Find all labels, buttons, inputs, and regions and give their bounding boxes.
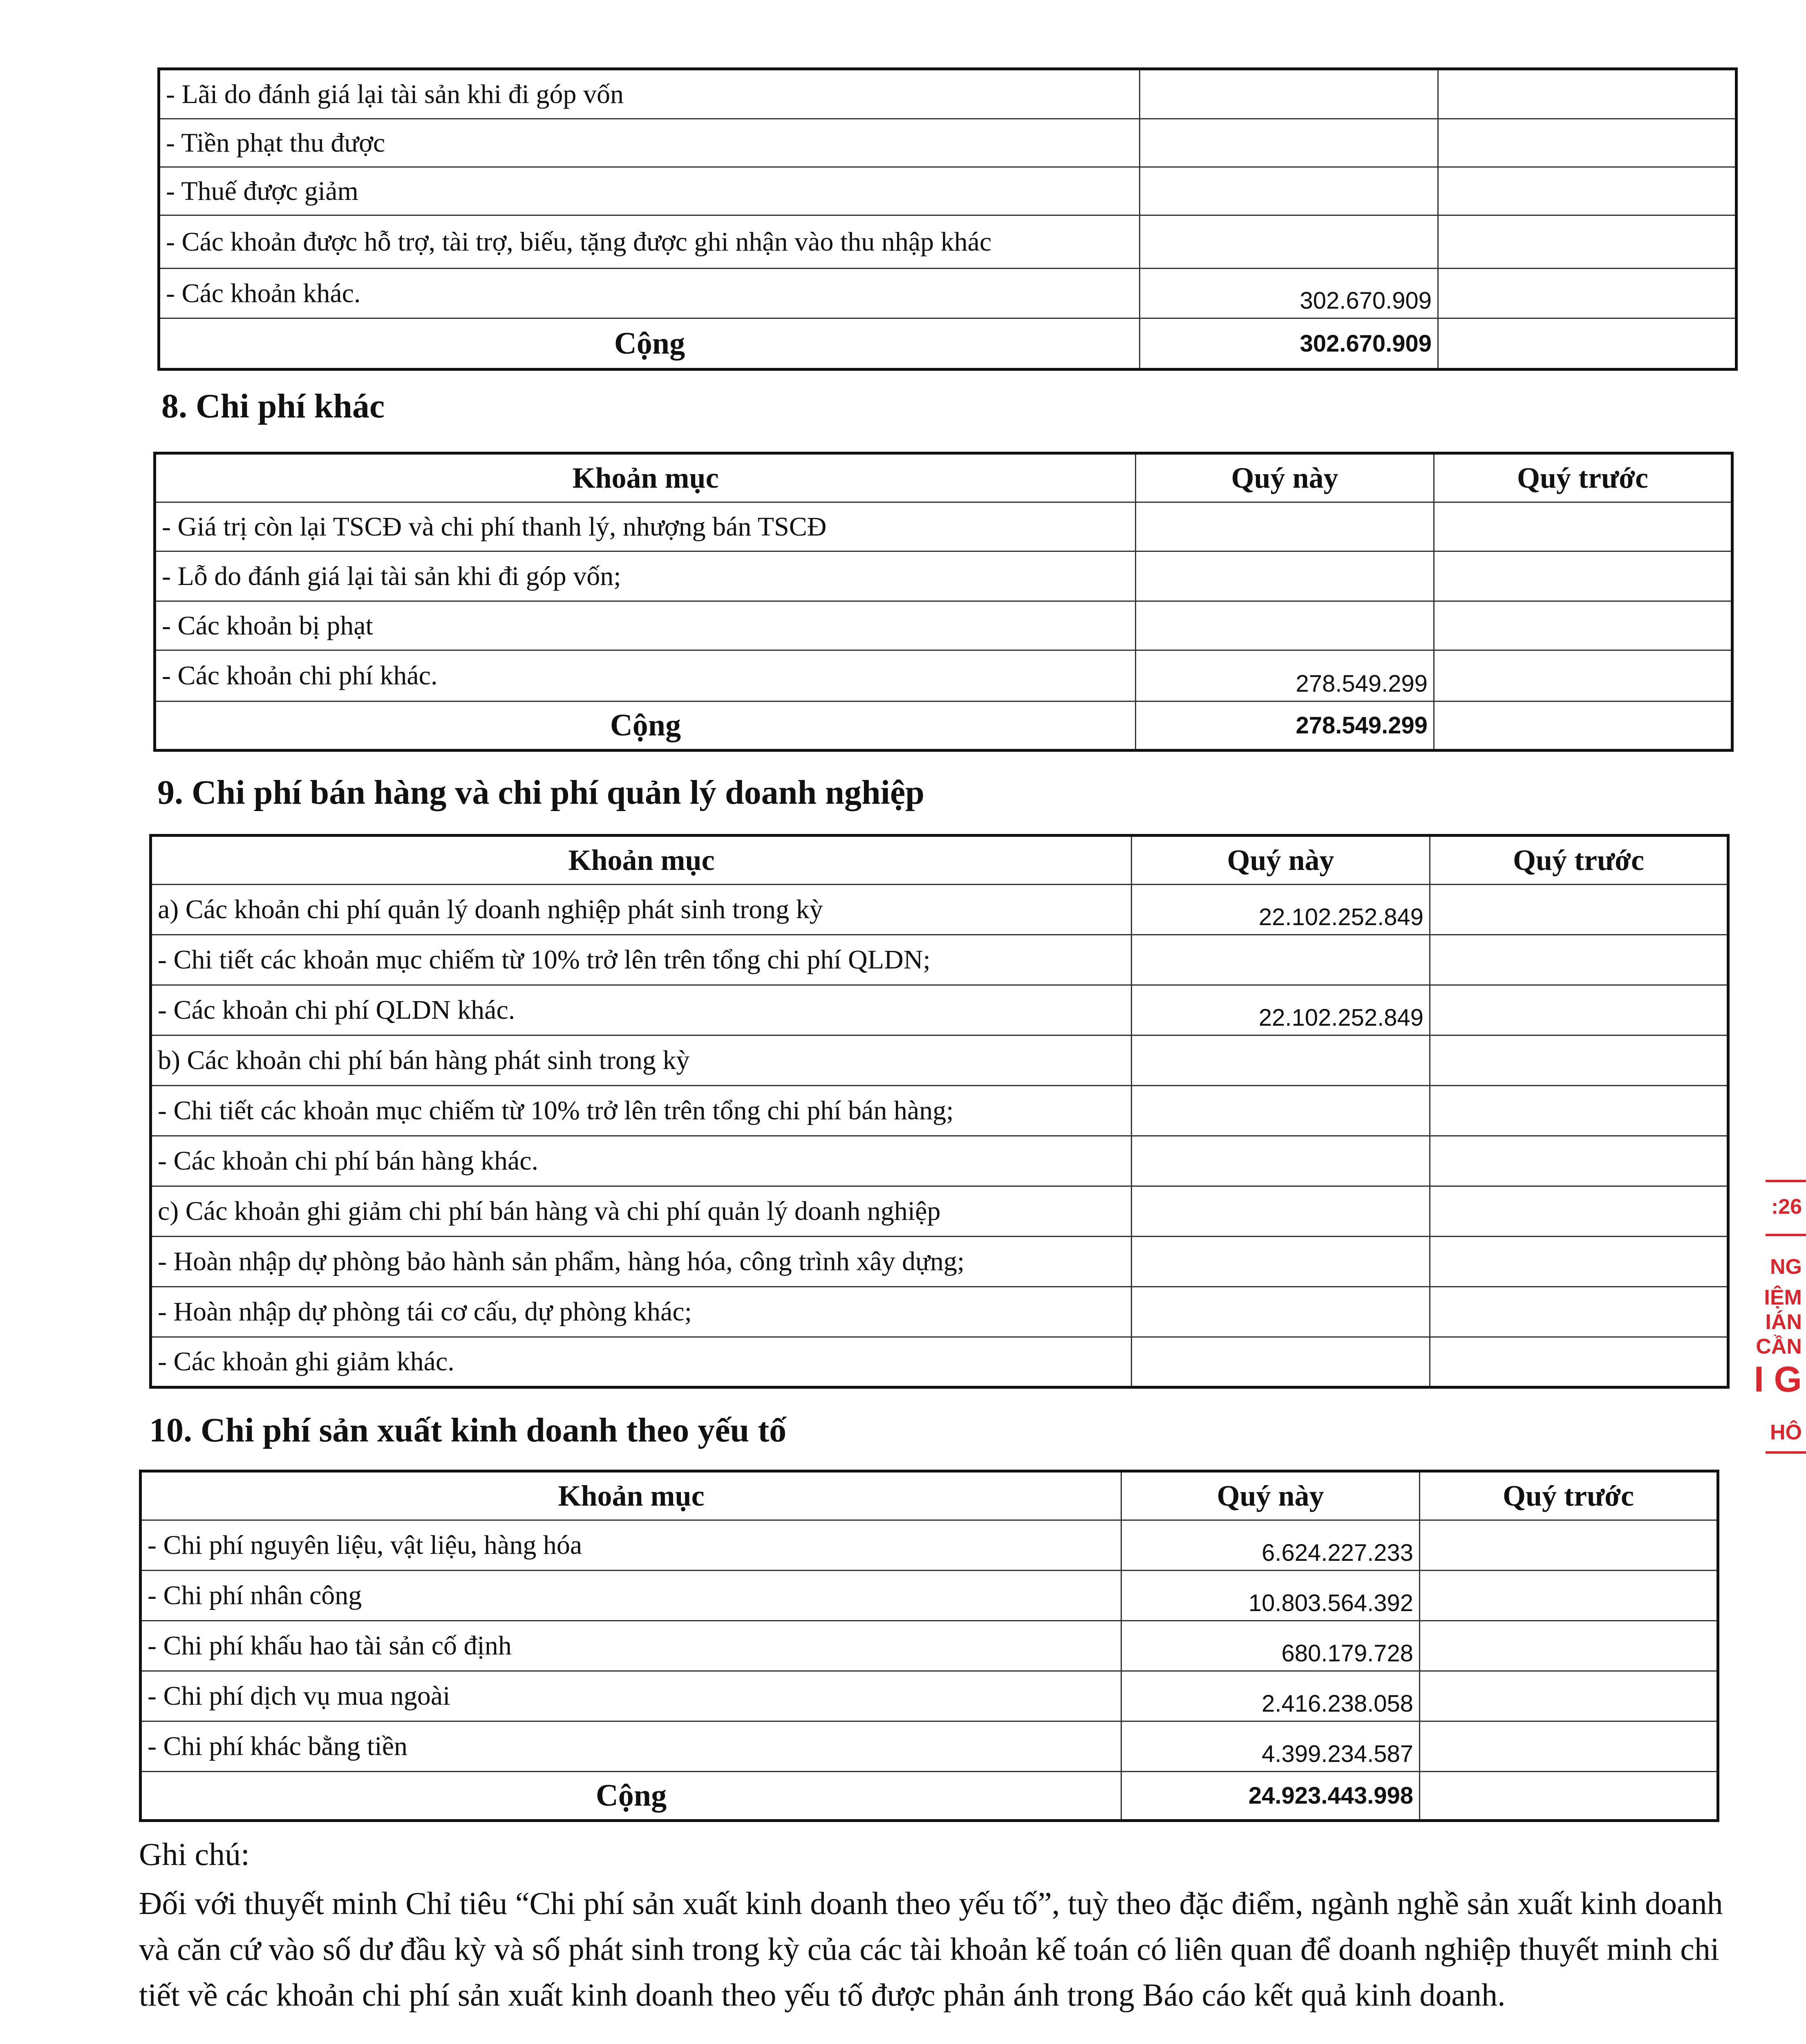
section-10-title: 10. Chi phí sản xuất kinh doanh theo yếu tố: [149, 1411, 787, 1449]
notes-heading: Ghi chú:: [139, 1836, 250, 1872]
table-row: [159, 215, 1737, 269]
current-quarter-value: [1140, 167, 1438, 215]
column-header-previous-quarter: Quý trước: [1434, 453, 1732, 502]
current-quarter-value: [1140, 215, 1438, 269]
previous-quarter-value: [1430, 1035, 1728, 1086]
current-quarter-value: [1132, 1035, 1430, 1086]
previous-quarter-value: [1438, 119, 1737, 167]
other-expenses-table: [153, 452, 1734, 752]
seal-text: :26: [1771, 1195, 1802, 1219]
current-quarter-value: [1132, 1086, 1430, 1136]
section-9-title: 9. Chi phí bán hàng và chi phí quản lý doanh nghiệp: [157, 773, 924, 811]
header-row: [141, 1471, 1718, 1520]
previous-quarter-value: [1438, 69, 1737, 119]
row-label: a) Các khoản chi phí quản lý doanh nghiệp phát sinh trong kỳ: [151, 885, 1132, 935]
row-label: - Các khoản chi phí khác.: [155, 650, 1136, 702]
column-header-item: Khoản mục: [141, 1471, 1121, 1520]
current-quarter-value: 22.102.252.849: [1132, 885, 1430, 935]
table-row: [151, 1337, 1728, 1387]
row-label: - Lãi do đánh giá lại tài sản khi đi góp vốn: [159, 69, 1140, 119]
previous-quarter-value: [1420, 1520, 1718, 1571]
row-label: - Các khoản được hỗ trợ, tài trợ, biếu, tặng được ghi nhận vào thu nhập khác: [159, 215, 1140, 269]
table-row: [151, 1035, 1728, 1086]
total-label: Cộng: [159, 318, 1140, 370]
table-row: [159, 167, 1737, 215]
table-row: [151, 985, 1728, 1035]
table-row: [151, 1086, 1728, 1136]
notes-paragraph: Đối với thuyết minh Chỉ tiêu “Chi phí sản xuất kinh doanh theo yếu tố”, tuỳ theo đặc điểm, ngành nghề sản xuất kinh doanh và căn cứ vào số dư đầu kỳ và số phát sinh trong kỳ của các tài khoản kế toán có liên quan để doanh nghiệp thuyết minh chi tiết về các khoản chi phí sản xuất kinh doanh theo yếu tố được phản ánh trong Báo cáo kết quả kinh doanh.: [139, 1885, 1723, 2013]
row-label: - Chi phí khác bằng tiền: [141, 1721, 1121, 1772]
total-current-value: 24.923.443.998: [1121, 1772, 1420, 1821]
previous-quarter-value: [1430, 1136, 1728, 1186]
table-row: [155, 502, 1732, 551]
table-row: [159, 119, 1737, 167]
current-quarter-value: [1132, 1287, 1430, 1337]
row-label: - Chi tiết các khoản mục chiếm từ 10% trở lên trên tổng chi phí QLDN;: [151, 935, 1132, 985]
table-row: [159, 69, 1737, 119]
row-label: - Chi phí nhân công: [141, 1571, 1121, 1621]
current-quarter-value: [1132, 1136, 1430, 1186]
table-row: [155, 650, 1732, 702]
row-label: c) Các khoản ghi giảm chi phí bán hàng và chi phí quản lý doanh nghiệp: [151, 1186, 1132, 1237]
company-seal-fragment: [1753, 1177, 1806, 1496]
column-header-item: Khoản mục: [151, 836, 1132, 885]
previous-quarter-value: [1438, 167, 1737, 215]
previous-quarter-value: [1430, 935, 1728, 985]
table-row: [151, 1136, 1728, 1186]
current-quarter-value: [1132, 1186, 1430, 1237]
table-row: [141, 1721, 1718, 1772]
table-row: [151, 885, 1728, 935]
column-header-current-quarter: Quý này: [1132, 836, 1430, 885]
current-quarter-value: [1140, 119, 1438, 167]
row-label: - Tiền phạt thu được: [159, 119, 1140, 167]
seal-text: IÁN: [1765, 1310, 1802, 1334]
current-quarter-value: [1132, 1337, 1430, 1387]
current-quarter-value: [1136, 551, 1434, 601]
previous-quarter-value: [1430, 1287, 1728, 1337]
row-label: - Hoàn nhập dự phòng tái cơ cấu, dự phòng khác;: [151, 1287, 1132, 1337]
previous-quarter-value: [1420, 1621, 1718, 1671]
total-previous-value: [1420, 1772, 1718, 1821]
previous-quarter-value: [1438, 269, 1737, 318]
row-label: - Lỗ do đánh giá lại tài sản khi đi góp vốn;: [155, 551, 1136, 601]
row-label: - Giá trị còn lại TSCĐ và chi phí thanh lý, nhượng bán TSCĐ: [155, 502, 1136, 551]
previous-quarter-value: [1430, 1337, 1728, 1387]
table-row: [141, 1520, 1718, 1571]
table-row: [151, 1237, 1728, 1287]
header-row: [155, 453, 1732, 502]
table-row: [141, 1571, 1718, 1621]
previous-quarter-value: [1434, 650, 1732, 702]
row-label: b) Các khoản chi phí bán hàng phát sinh trong kỳ: [151, 1035, 1132, 1086]
seal-text: CẦN: [1756, 1335, 1802, 1358]
row-label: - Các khoản bị phạt: [155, 601, 1136, 650]
total-previous-value: [1438, 318, 1737, 370]
column-header-current-quarter: Quý này: [1121, 1471, 1420, 1520]
current-quarter-value: 278.549.299: [1136, 650, 1434, 702]
total-label: Cộng: [141, 1772, 1121, 1821]
current-quarter-value: 680.179.728: [1121, 1621, 1420, 1671]
current-quarter-value: [1136, 502, 1434, 551]
current-quarter-value: [1140, 69, 1438, 119]
previous-quarter-value: [1430, 1086, 1728, 1136]
previous-quarter-value: [1420, 1671, 1718, 1721]
row-label: - Chi tiết các khoản mục chiếm từ 10% trở lên trên tổng chi phí bán hàng;: [151, 1086, 1132, 1136]
previous-quarter-value: [1430, 1186, 1728, 1237]
current-quarter-value: 302.670.909: [1140, 269, 1438, 318]
total-row: [155, 702, 1732, 751]
previous-quarter-value: [1434, 601, 1732, 650]
column-header-previous-quarter: Quý trước: [1420, 1471, 1718, 1520]
previous-quarter-value: [1430, 1237, 1728, 1287]
column-header-previous-quarter: Quý trước: [1430, 836, 1728, 885]
current-quarter-value: [1132, 935, 1430, 985]
previous-quarter-value: [1434, 502, 1732, 551]
row-label: - Chi phí nguyên liệu, vật liệu, hàng hóa: [141, 1520, 1121, 1571]
row-label: - Các khoản chi phí QLDN khác.: [151, 985, 1132, 1035]
seal-text: HÔ: [1770, 1421, 1802, 1444]
row-label: - Chi phí dịch vụ mua ngoài: [141, 1671, 1121, 1721]
previous-quarter-value: [1420, 1721, 1718, 1772]
seal-text: I G: [1754, 1359, 1802, 1399]
table-row: [141, 1621, 1718, 1671]
total-current-value: 278.549.299: [1136, 702, 1434, 751]
seal-text: NG: [1770, 1255, 1802, 1279]
total-previous-value: [1434, 702, 1732, 751]
column-header-current-quarter: Quý này: [1136, 453, 1434, 502]
previous-quarter-value: [1430, 985, 1728, 1035]
production-cost-by-element-table: [139, 1470, 1719, 1822]
table-row: [141, 1671, 1718, 1721]
total-label: Cộng: [155, 702, 1136, 751]
row-label: - Hoàn nhập dự phòng bảo hành sản phẩm, hàng hóa, công trình xây dựng;: [151, 1237, 1132, 1287]
current-quarter-value: [1132, 1237, 1430, 1287]
table-row: [159, 269, 1737, 318]
total-row: [141, 1772, 1718, 1821]
table-row: [155, 551, 1732, 601]
current-quarter-value: 10.803.564.392: [1121, 1571, 1420, 1621]
table-row: [151, 1186, 1728, 1237]
table-row: [151, 935, 1728, 985]
current-quarter-value: 2.416.238.058: [1121, 1671, 1420, 1721]
current-quarter-value: 4.399.234.587: [1121, 1721, 1420, 1772]
current-quarter-value: 22.102.252.849: [1132, 985, 1430, 1035]
other-income-table: [157, 67, 1738, 371]
row-label: - Các khoản chi phí bán hàng khác.: [151, 1136, 1132, 1186]
table-row: [151, 1287, 1728, 1337]
current-quarter-value: [1136, 601, 1434, 650]
total-row: [159, 318, 1737, 370]
column-header-item: Khoản mục: [155, 453, 1136, 502]
total-current-value: 302.670.909: [1140, 318, 1438, 370]
table-row: [155, 601, 1732, 650]
seal-text: IỆM: [1764, 1286, 1802, 1309]
selling-admin-expenses-table: [149, 834, 1730, 1389]
previous-quarter-value: [1434, 551, 1732, 601]
previous-quarter-value: [1438, 215, 1737, 269]
row-label: - Chi phí khấu hao tài sản cố định: [141, 1621, 1121, 1671]
row-label: - Các khoản khác.: [159, 269, 1140, 318]
previous-quarter-value: [1430, 885, 1728, 935]
row-label: - Thuế được giảm: [159, 167, 1140, 215]
section-8-title: 8. Chi phí khác: [161, 387, 385, 425]
header-row: [151, 836, 1728, 885]
previous-quarter-value: [1420, 1571, 1718, 1621]
current-quarter-value: 6.624.227.233: [1121, 1520, 1420, 1571]
row-label: - Các khoản ghi giảm khác.: [151, 1337, 1132, 1387]
